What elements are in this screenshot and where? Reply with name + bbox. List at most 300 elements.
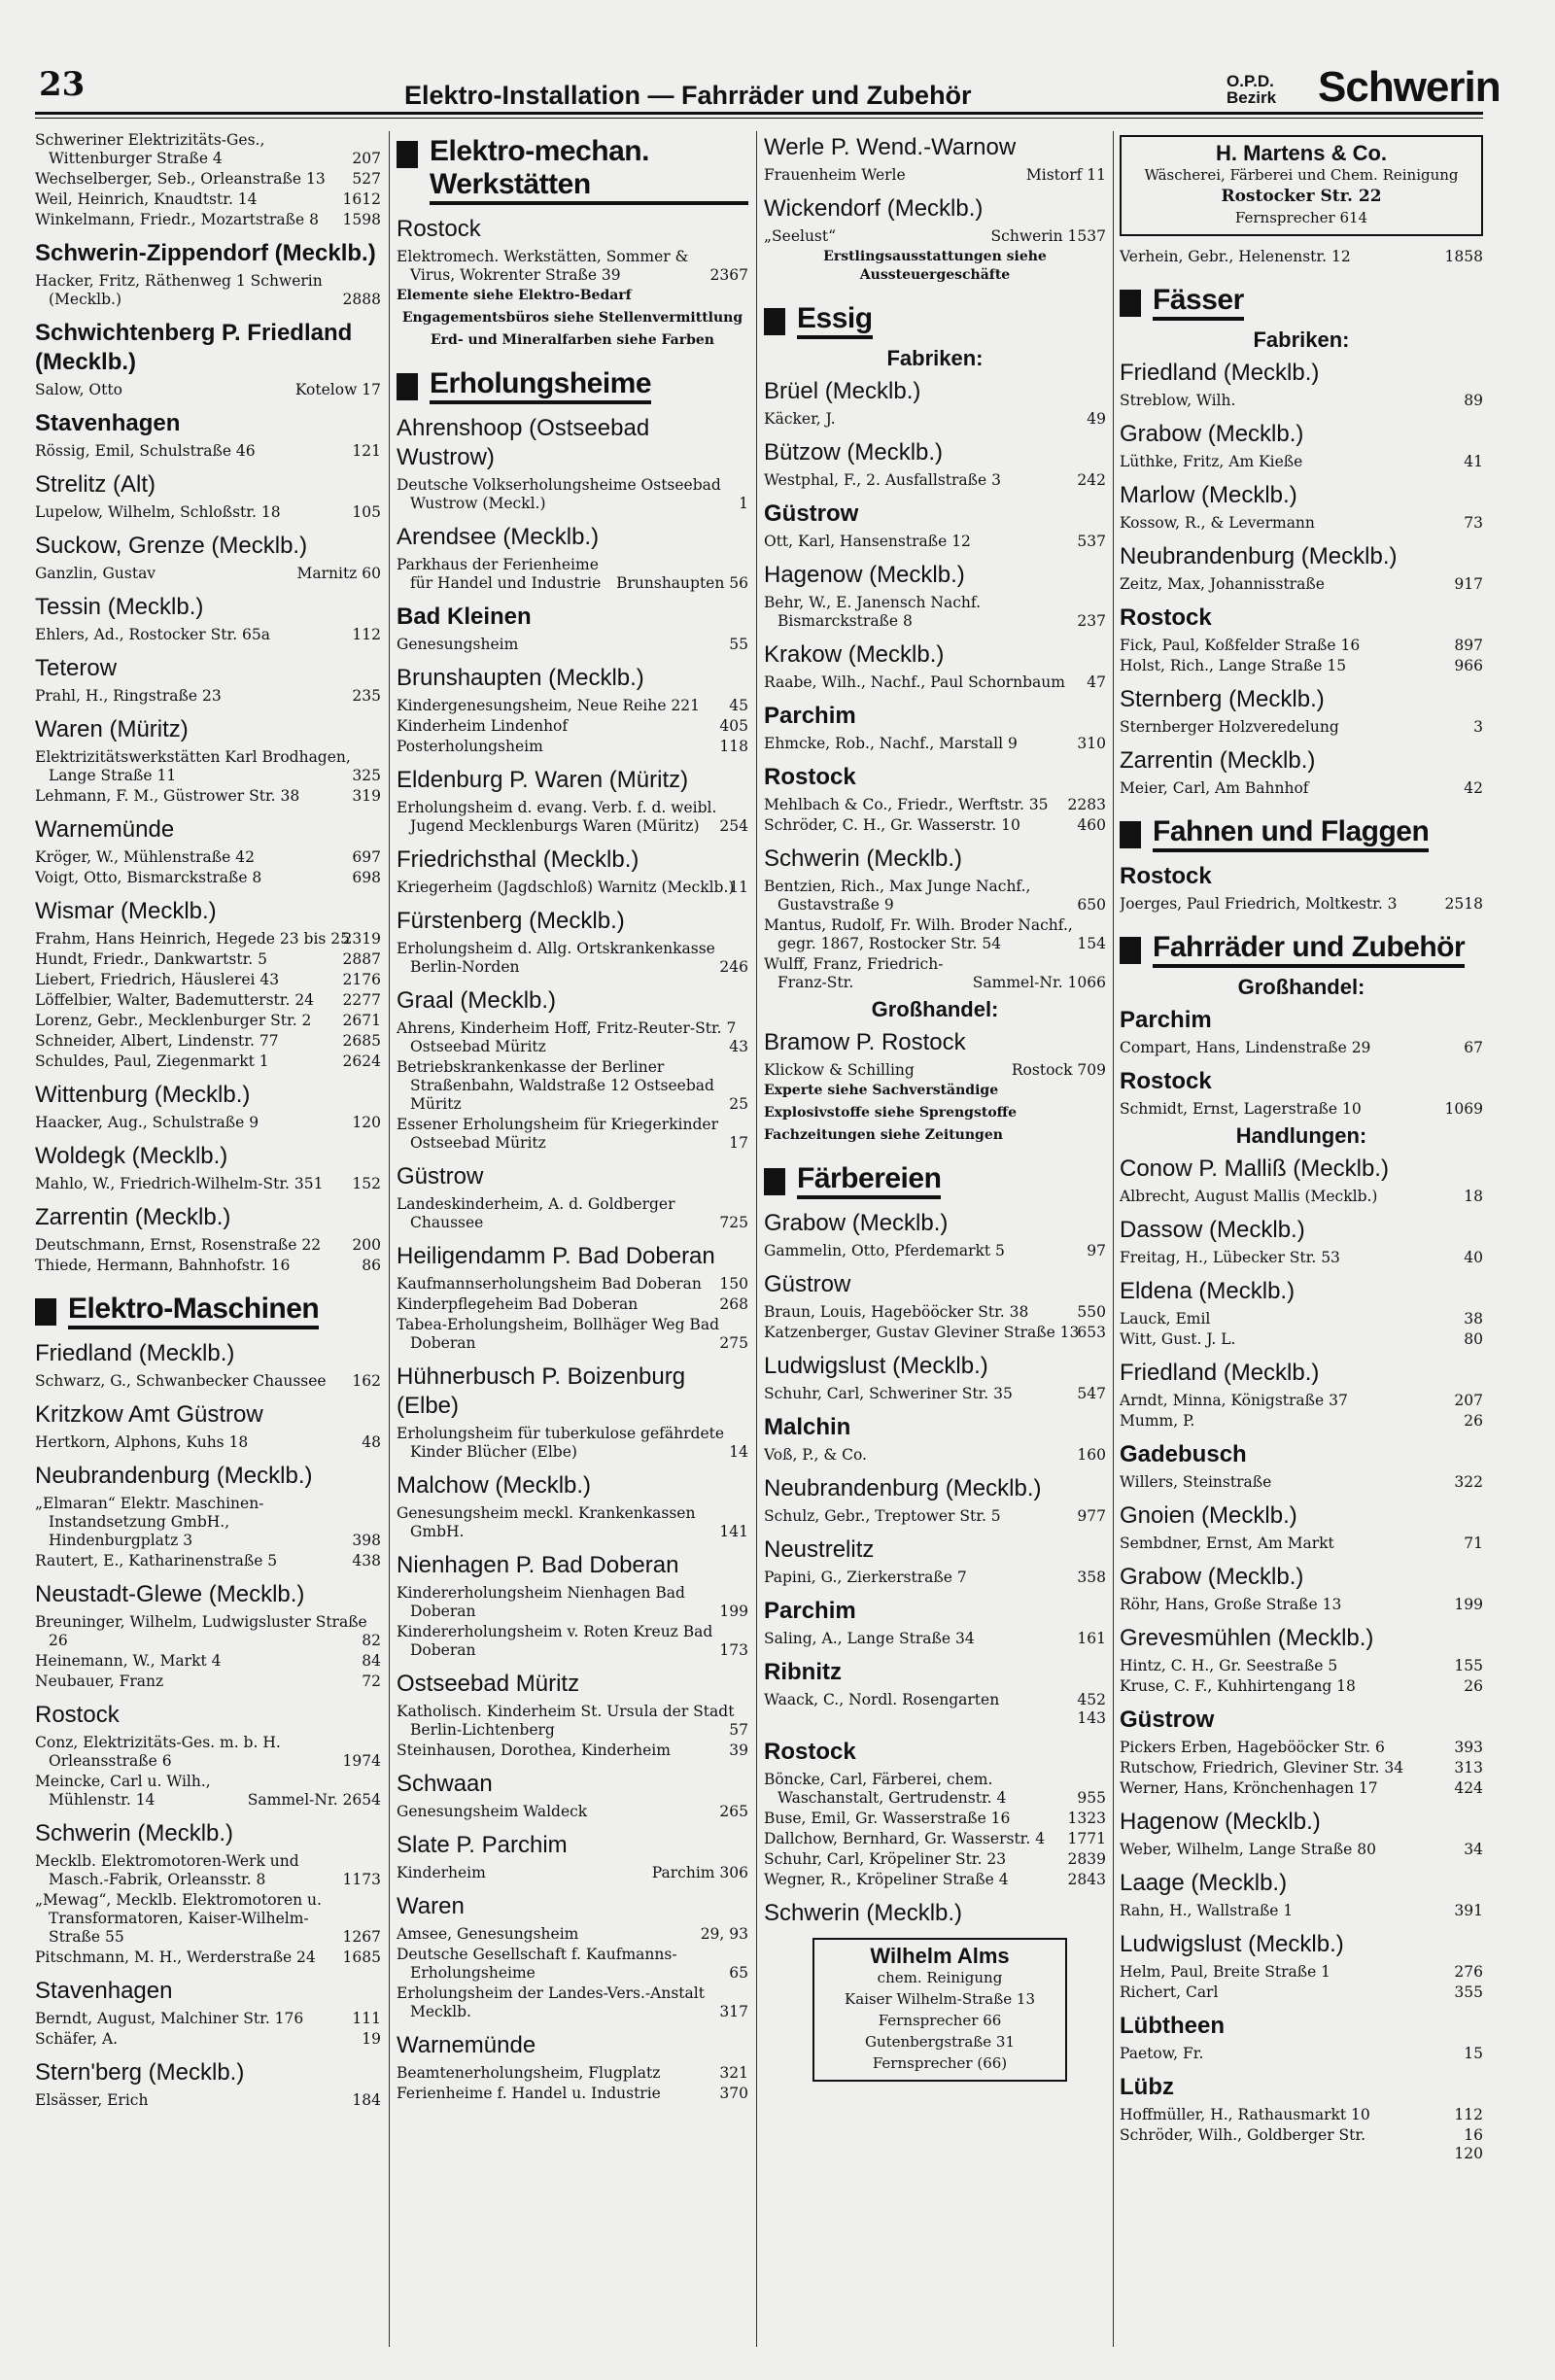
subheading: Fabriken:: [886, 346, 984, 370]
place-heading: Suckow, Grenze (Mecklb.): [35, 533, 308, 559]
entry-phone: 1974: [342, 1752, 381, 1770]
list-entry: [35, 381, 381, 399]
place-heading: Neubrandenburg (Mecklb.): [764, 1475, 1042, 1501]
entry-phone: 57: [729, 1721, 748, 1739]
entry-phone: 162: [352, 1372, 381, 1390]
entry-phone: 698: [352, 869, 381, 886]
entry-name: Meincke, Carl u. Wilh., Mühlenstr. 14: [35, 1773, 211, 1809]
entry-name: Elsässer, Erich: [35, 2091, 149, 2109]
entry-name: Lehmann, F. M., Güstrower Str. 38: [35, 787, 300, 805]
entry-name: Katzenberger, Gustav Gleviner Straße 13: [764, 1324, 1080, 1341]
place-heading: Güstrow: [397, 1163, 484, 1190]
place-heading: Lübtheen: [1120, 2013, 1225, 2039]
list-entry: [35, 2010, 381, 2028]
entry-phone: 47: [1087, 673, 1106, 691]
entry-phone: 15: [1464, 2045, 1483, 2062]
entry-name: Deutsche Gesellschaft f. Kaufmanns-Erholungsheime: [397, 1946, 677, 1982]
entry-name: Ferienheime f. Handel u. Industrie: [397, 2085, 661, 2102]
entry-name: Tabea-Erholungsheim, Bollhäger Weg Bad Doberan: [397, 1316, 719, 1352]
column-4: [1120, 131, 1483, 2347]
list-entry: [35, 1613, 381, 1650]
place-heading: Güstrow: [764, 1271, 851, 1297]
list-entry: [1120, 2045, 1483, 2063]
entry-name: Prahl, H., Ringstraße 23: [35, 687, 222, 705]
list-entry: Sternberger Holzveredelung 3: [1120, 718, 1483, 736]
place-heading: Zarrentin (Mecklb.): [35, 1204, 231, 1230]
place-heading: Friedland (Mecklb.): [35, 1340, 235, 1366]
list-entry: [1120, 779, 1483, 798]
entry-phone: 105: [352, 503, 381, 521]
entry-phone: Kotelow 17: [294, 381, 381, 398]
entry-phone: 25: [729, 1095, 748, 1113]
section-marker-icon: [1120, 937, 1141, 964]
place-heading: Wismar (Mecklb.): [35, 898, 217, 924]
entry-name: Salow, Otto: [35, 381, 122, 398]
entry-name: Frahm, Hans Heinrich, Hegede 23 bis 25: [35, 930, 351, 948]
list-entry: [397, 879, 748, 897]
list-entry: [397, 1295, 748, 1314]
entry-name: Essener Erholungsheim für Kriegerkinder Ostseebad Müritz: [397, 1116, 718, 1152]
entry-phone: 242: [1077, 471, 1106, 489]
entry-name: „Mewag“, Mecklb. Elektromotoren u. Transformatoren, Kaiser-Wilhelm-Straße 55: [35, 1891, 322, 1946]
cross-reference: Experte siehe Sachverständige: [764, 1083, 999, 1098]
list-entry: [397, 1316, 748, 1353]
entry-phone: 155: [1454, 1657, 1483, 1674]
place-heading: Warnemünde: [35, 816, 175, 843]
entry-phone: 265: [719, 1803, 748, 1820]
entry-phone: 917: [1454, 575, 1483, 593]
entry-name: Neubauer, Franz: [35, 1673, 164, 1690]
list-entry: [1120, 657, 1483, 675]
list-entry: [35, 1372, 381, 1391]
list-entry: [764, 796, 1106, 814]
list-entry: [35, 1257, 381, 1275]
entry-phone: 725: [719, 1214, 748, 1231]
place-heading: Marlow (Mecklb.): [1120, 482, 1297, 508]
section-heading: [764, 1162, 1106, 1199]
page-title: Elektro-Installation — Fahrräder und Zubehör: [404, 81, 972, 110]
entry-name: Berndt, August, Malchiner Str. 176: [35, 2010, 304, 2027]
list-entry: [1120, 1902, 1483, 1920]
entry-name: Gammelin, Otto, Pferdemarkt 5: [764, 1242, 1005, 1259]
list-entry: [1120, 1759, 1483, 1777]
entry-phone: 17: [729, 1134, 748, 1152]
list-entry: [35, 442, 381, 461]
list-entry: [397, 1019, 748, 1056]
list-entry: [35, 1012, 381, 1030]
entry-name: Ehmcke, Rob., Nachf., Marstall 9: [764, 735, 1018, 752]
entry-name: Helm, Paul, Breite Straße 1: [1120, 1963, 1331, 1981]
list-entry: [397, 738, 748, 756]
entry-name: Rahn, H., Wallstraße 1: [1120, 1902, 1294, 1919]
entry-phone: Sammel-Nr. 1066: [972, 974, 1106, 991]
entry-name: Posterholungsheim: [397, 738, 543, 755]
section-heading: [1120, 815, 1483, 852]
section-heading: [397, 367, 748, 404]
advertisement-line: Fernsprecher (66): [872, 2054, 1008, 2072]
entry-name: Kinderheim: [397, 1864, 486, 1881]
place-heading: Teterow: [35, 655, 118, 681]
section-title: Elektro-mechan. Werkstätten: [430, 135, 748, 205]
column-1: [35, 131, 381, 2347]
entry-phone: 697: [352, 848, 381, 866]
list-entry: [764, 1569, 1106, 1587]
header-rule-thin: [35, 118, 1483, 119]
list-entry: [35, 1891, 381, 1947]
entry-phone: 2685: [342, 1032, 381, 1050]
entry-phone: 2319: [342, 930, 381, 948]
place-heading: Slate P. Parchim: [397, 1832, 568, 1858]
entry-phone: 321: [719, 2064, 748, 2082]
place-heading: Nienhagen P. Bad Doberan: [397, 1552, 679, 1578]
list-entry: [397, 1584, 748, 1621]
entry-phone: 955: [1077, 1789, 1106, 1807]
entry-phone: 45: [729, 697, 748, 714]
place-heading: Stavenhagen: [35, 1978, 173, 2004]
entry-name: Kriegerheim (Jagdschloß) Warnitz (Mecklb.): [397, 879, 735, 896]
entry-phone: 2888: [342, 291, 381, 308]
entry-phone: 310: [1077, 735, 1106, 752]
entry-phone: 40: [1464, 1249, 1483, 1266]
entry-name: Käcker, J.: [764, 410, 836, 428]
entry-name: Kindergenesungsheim, Neue Reihe 221: [397, 697, 701, 714]
place-heading: Grabow (Mecklb.): [764, 1210, 949, 1236]
list-entry: [764, 1303, 1106, 1322]
entry-phone: 18: [1464, 1188, 1483, 1205]
entry-phone: 550: [1077, 1303, 1106, 1321]
list-entry: [397, 1742, 748, 1760]
list-entry: [764, 916, 1106, 953]
place-heading: Neustrelitz: [764, 1536, 875, 1563]
list-entry: [35, 2030, 381, 2049]
entry-phone: Sammel-Nr. 2654: [247, 1791, 381, 1809]
entry-name: Wulff, Franz, Friedrich-Franz-Str.: [764, 955, 944, 991]
place-heading: Hagenow (Mecklb.): [1120, 1809, 1321, 1835]
entry-name: Schröder, Wilh., Goldberger Str.: [1120, 2126, 1366, 2144]
list-entry: [1120, 1412, 1483, 1431]
list-entry: [1120, 1983, 1483, 2002]
place-heading: Hagenow (Mecklb.): [764, 562, 965, 588]
district-city: Schwerin: [1318, 63, 1501, 111]
entry-name: Pitschmann, M. H., Werderstraße 24: [35, 1949, 316, 1966]
place-heading: Schwerin (Mecklb.): [35, 1820, 234, 1846]
place-heading: Gnoien (Mecklb.): [1120, 1502, 1297, 1529]
entry-name: Bentzien, Rich., Max Junge Nachf., Gustavstraße 9: [764, 878, 1031, 914]
entry-phone: 452: [1077, 1691, 1106, 1708]
list-entry: [764, 1446, 1106, 1465]
opd-label: [1227, 73, 1276, 106]
entry-name: Sternberger Holzveredelung: [1120, 718, 1339, 736]
entry-name: Mumm, P.: [1120, 1412, 1195, 1430]
entry-name: Fick, Paul, Koßfelder Straße 16: [1120, 637, 1361, 654]
entry-phone: 254: [719, 817, 748, 835]
entry-phone: Brunshaupten 56: [616, 574, 748, 592]
cross-reference: Engagementsbüros siehe Stellenvermittlung: [401, 310, 743, 326]
entry-name: Joerges, Paul Friedrich, Moltkestr. 3: [1120, 895, 1398, 913]
entry-phone: 29, 93: [700, 1925, 748, 1943]
entry-phone: 2887: [342, 950, 381, 968]
entry-phone: 207: [1454, 1392, 1483, 1409]
list-entry: [1120, 1392, 1483, 1410]
list-entry: [35, 1552, 381, 1570]
list-entry: [764, 1385, 1106, 1403]
entry-name: Ehlers, Ad., Rostocker Str. 65a: [35, 626, 271, 643]
list-entry: [35, 131, 381, 168]
entry-phone: 173: [719, 1641, 748, 1659]
list-entry: [764, 1061, 1106, 1080]
entry-phone: 200: [352, 1236, 381, 1254]
entry-name: Rutschow, Friedrich, Gleviner Str. 34: [1120, 1759, 1404, 1776]
advertisement-line: Wäscherei, Färberei und Chem. Reinigung: [1144, 166, 1459, 184]
place-heading: Malchow (Mecklb.): [397, 1472, 592, 1499]
list-entry: [397, 1984, 748, 2021]
place-heading: Rostock: [1120, 604, 1212, 631]
list-entry: [1120, 1188, 1483, 1206]
place-heading: Schwerin (Mecklb.): [764, 1900, 963, 1926]
list-entry: [397, 1703, 748, 1740]
section-marker-icon: [1120, 290, 1141, 317]
entry-phone: 897: [1454, 637, 1483, 654]
entry-name: Kindererholungsheim v. Roten Kreuz Bad Doberan: [397, 1623, 713, 1659]
list-entry: [764, 816, 1106, 835]
list-entry: [35, 848, 381, 867]
cross-reference: Erd- und Mineralfarben siehe Farben: [431, 332, 714, 348]
entry-name: Schuldes, Paul, Ziegenmarkt 1: [35, 1052, 269, 1070]
entry-phone: 26: [1464, 1412, 1483, 1430]
list-entry: [1120, 2106, 1483, 2124]
entry-phone: 235: [352, 687, 381, 705]
entry-name: Schulz, Gebr., Treptower Str. 5: [764, 1507, 1001, 1525]
entry-name: Elektromech. Werkstätten, Sommer & Virus, Wokrenter Straße 39: [397, 248, 689, 284]
place-heading: Brüel (Mecklb.): [764, 378, 921, 404]
list-entry: [764, 471, 1106, 490]
list-entry: [35, 170, 381, 189]
entry-name: Ott, Karl, Hansenstraße 12: [764, 533, 971, 550]
entry-phone: 237: [1077, 612, 1106, 630]
place-heading: Neubrandenburg (Mecklb.): [1120, 543, 1398, 569]
list-entry: [1120, 1596, 1483, 1614]
advertisement-line: Fernsprecher 614: [1234, 209, 1368, 226]
place-heading: Schwichtenberg P. Friedland (Mecklb.): [35, 320, 353, 375]
advertisement-name: Wilhelm Alms: [870, 1944, 1010, 1968]
place-heading: Grabow (Mecklb.): [1120, 1564, 1304, 1590]
place-heading: Güstrow: [764, 500, 859, 527]
list-entry: [397, 1116, 748, 1153]
list-entry: [1120, 1963, 1483, 1982]
place-heading: Rostock: [764, 1739, 856, 1765]
list-entry: [764, 1507, 1106, 1526]
list-entry: [397, 1195, 748, 1232]
list-entry: [764, 1630, 1106, 1648]
section-marker-icon: [764, 1168, 785, 1195]
place-heading: Güstrow: [1120, 1707, 1215, 1733]
entry-name: Breuninger, Wilhelm, Ludwigsluster Straße 26: [35, 1613, 367, 1649]
place-heading: Ludwigslust (Mecklb.): [1120, 1931, 1344, 1957]
section-title: Fahnen und Flaggen: [1153, 815, 1429, 852]
list-entry: [1120, 1039, 1483, 1057]
place-heading: Kritzkow Amt Güstrow: [35, 1401, 263, 1428]
entry-name: Freitag, H., Lübecker Str. 53: [1120, 1249, 1340, 1266]
advertisement-line: chem. Reinigung: [877, 1969, 1003, 1986]
list-entry: [1120, 895, 1483, 914]
place-heading: Parchim: [764, 1598, 856, 1624]
entry-name: Hacker, Fritz, Räthenweg 1 Schwerin (Mecklb.): [35, 272, 323, 308]
entry-phone: 152: [352, 1175, 381, 1192]
entry-name: Ganzlin, Gustav: [35, 565, 156, 582]
list-entry: [1120, 1473, 1483, 1492]
list-entry: [35, 1433, 381, 1452]
list-entry: [35, 971, 381, 989]
list-entry: [35, 1734, 381, 1771]
list-entry: [764, 1324, 1106, 1342]
entry-phone: Rostock 709: [1011, 1061, 1106, 1079]
list-entry: [764, 533, 1106, 551]
advertisement-box: [1120, 135, 1483, 236]
entry-phone: 19: [362, 2030, 381, 2048]
entry-phone: 325: [352, 767, 381, 784]
section-title: Fässer: [1153, 284, 1244, 321]
entry-phone: 2518: [1444, 895, 1483, 913]
list-entry: [35, 1032, 381, 1051]
section-marker-icon: [397, 141, 418, 168]
entry-name: Mehlbach & Co., Friedr., Werftstr. 35: [764, 796, 1049, 813]
list-entry: [35, 1175, 381, 1193]
entry-phone: 2671: [342, 1012, 381, 1029]
entry-phone: 1173: [342, 1871, 381, 1888]
place-heading: Heiligendamm P. Bad Doberan: [397, 1243, 715, 1269]
entry-name: Weil, Heinrich, Knaudtstr. 14: [35, 190, 258, 208]
place-heading: Dassow (Mecklb.): [1120, 1217, 1305, 1243]
entry-name: Lüthke, Fritz, Am Kieße: [1120, 453, 1303, 470]
list-entry: [35, 1652, 381, 1671]
section-title: Fahrräder und Zubehör: [1153, 931, 1465, 968]
place-heading: Laage (Mecklb.): [1120, 1870, 1288, 1896]
entry-name: Frauenheim Werle: [764, 166, 906, 184]
entry-name: Schuhr, Carl, Schweriner Str. 35: [764, 1385, 1013, 1402]
entry-phone: 2839: [1067, 1850, 1106, 1868]
list-entry: [35, 1852, 381, 1889]
list-entry: [1120, 1310, 1483, 1328]
list-entry: [35, 1949, 381, 1967]
place-heading: Stern'berg (Mecklb.): [35, 2059, 245, 2086]
place-heading: Hühnerbusch P. Boizenburg (Elbe): [397, 1363, 686, 1419]
entry-phone: 1612: [342, 190, 381, 208]
entry-name: Klickow & Schilling: [764, 1061, 915, 1079]
entry-phone: 1267: [342, 1928, 381, 1946]
entry-phone: 112: [352, 626, 381, 643]
entry-name: Genesungsheim meckl. Krankenkassen GmbH.: [397, 1504, 696, 1540]
place-heading: Gadebusch: [1120, 1441, 1247, 1467]
entry-name: Winkelmann, Friedr., Mozartstraße 8: [35, 211, 319, 228]
list-entry: [35, 950, 381, 969]
place-heading: Strelitz (Alt): [35, 471, 156, 498]
place-heading: Brunshaupten (Mecklb.): [397, 665, 644, 691]
place-heading: Bützow (Mecklb.): [764, 439, 944, 466]
entry-name: Behr, W., E. Janensch Nachf. Bismarckstraße 8: [764, 594, 981, 630]
entry-name: Haacker, Aug., Schulstraße 9: [35, 1114, 259, 1131]
section-heading: [1120, 284, 1483, 321]
entry-name: Liebert, Friedrich, Häuslerei 43: [35, 971, 280, 988]
entry-name: Hundt, Friedr., Dankwartstr. 5: [35, 950, 267, 968]
entry-name: Meier, Carl, Am Bahnhof: [1120, 779, 1309, 797]
list-entry: Deutsche Volkserholungsheime Ostseebad Wustrow (Meckl.) 1: [397, 476, 748, 512]
page-number: 23: [39, 65, 86, 104]
list-entry: [397, 940, 748, 977]
place-heading: Schwerin (Mecklb.): [764, 845, 963, 872]
entry-name: Amsee, Genesungsheim: [397, 1925, 579, 1943]
entry-phone: 73: [1464, 514, 1483, 532]
entry-phone: 38: [1464, 1310, 1483, 1328]
entry-phone: 161: [1077, 1630, 1106, 1647]
entry-phone: 317: [719, 2003, 748, 2020]
entry-phone: 391: [1454, 1902, 1483, 1919]
place-heading: Lübz: [1120, 2074, 1174, 2100]
entry-name: Schweriner Elektrizitäts-Ges., Wittenburger Straße 4: [35, 131, 265, 167]
section-heading: [1120, 931, 1483, 968]
entry-name: Albrecht, August Mallis (Mecklb.): [1120, 1188, 1378, 1205]
place-heading: Waren: [397, 1893, 465, 1919]
list-entry: [35, 1114, 381, 1132]
entry-name: Kindererholungsheim Nienhagen Bad Doberan: [397, 1584, 685, 1620]
entry-name: Richert, Carl: [1120, 1983, 1219, 2001]
entry-name: Willers, Steinstraße: [1120, 1473, 1272, 1491]
place-heading: Wickendorf (Mecklb.): [764, 195, 984, 222]
entry-name: Erholungsheim der Landes-Vers.-Anstalt Mecklb.: [397, 1984, 705, 2020]
entry-name: Schröder, C. H., Gr. Wasserstr. 10: [764, 816, 1020, 834]
entry-phone: 154: [1077, 935, 1106, 952]
list-entry: [764, 1810, 1106, 1828]
list-entry: [35, 748, 381, 785]
list-entry: [764, 955, 1106, 992]
list-entry: [1120, 392, 1483, 410]
entry-name: Kröger, W., Mühlenstraße 42: [35, 848, 255, 866]
entry-phone: 86: [362, 1257, 381, 1274]
entry-name: Raabe, Wilh., Nachf., Paul Schornbaum: [764, 673, 1065, 691]
list-entry: [1120, 1657, 1483, 1675]
entry-name: Beamtenerholungsheim, Flugplatz: [397, 2064, 661, 2082]
entry-name: Genesungsheim: [397, 636, 519, 653]
entry-name: Voß, P., & Co.: [764, 1446, 867, 1464]
entry-phone: Marnitz 60: [296, 565, 381, 582]
entry-name: Arndt, Minna, Königstraße 37: [1120, 1392, 1348, 1409]
entry-phone: 1323: [1067, 1810, 1106, 1827]
entry-phone: 275: [719, 1334, 748, 1352]
entry-phone: 2367: [709, 266, 748, 284]
section-marker-icon: [764, 308, 785, 335]
entry-phone: 405: [719, 717, 748, 735]
entry-name: Braun, Louis, Hagebööcker Str. 38: [764, 1303, 1029, 1321]
section-heading: [397, 135, 748, 205]
place-heading: Neustadt-Glewe (Mecklb.): [35, 1581, 305, 1607]
place-heading: Woldegk (Mecklb.): [35, 1143, 228, 1169]
list-entry: [1120, 637, 1483, 655]
entry-phone: 2843: [1067, 1871, 1106, 1888]
list-entry: [35, 1236, 381, 1255]
place-heading: Eldenburg P. Waren (Müritz): [397, 767, 689, 793]
place-heading: Rostock: [35, 1702, 120, 1728]
entry-name: Röhr, Hans, Große Straße 13: [1120, 1596, 1342, 1613]
place-heading: Fürstenberg (Mecklb.): [397, 908, 625, 934]
entry-phone: 2277: [342, 991, 381, 1009]
entry-phone: 977: [1077, 1507, 1106, 1525]
list-entry: [764, 1871, 1106, 1889]
column-divider: [389, 131, 390, 2347]
list-entry: [764, 166, 1106, 185]
list-entry: [397, 1925, 748, 1944]
header-rule: [35, 112, 1483, 115]
entry-phone: 424: [1454, 1779, 1483, 1797]
place-heading: Ludwigslust (Mecklb.): [764, 1353, 988, 1379]
